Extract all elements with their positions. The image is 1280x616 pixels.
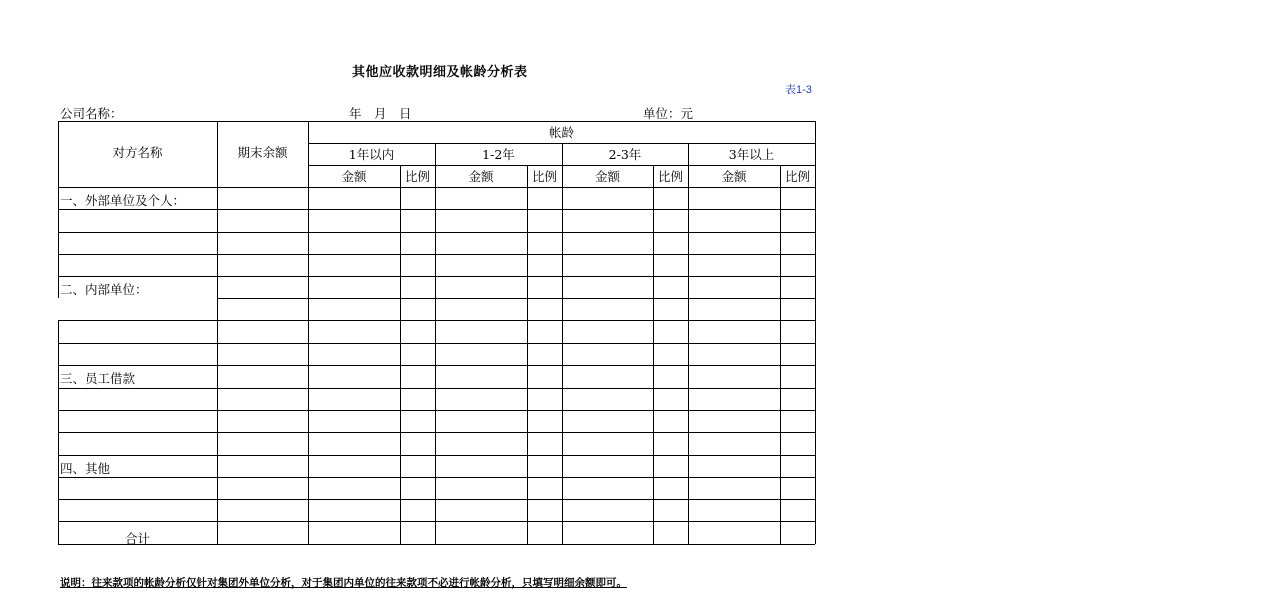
data-cell[interactable] <box>217 432 308 455</box>
data-cell[interactable] <box>562 432 653 455</box>
data-cell[interactable] <box>653 410 688 432</box>
row-name-cell <box>58 435 219 455</box>
data-cell[interactable] <box>217 320 308 343</box>
data-cell[interactable] <box>400 432 435 455</box>
data-cell[interactable] <box>435 388 527 410</box>
data-cell[interactable] <box>688 388 780 410</box>
data-cell[interactable] <box>400 232 435 254</box>
row-name-cell <box>58 212 219 232</box>
row-name-cell <box>58 235 219 254</box>
data-cell[interactable] <box>688 276 780 298</box>
header-amount: 金额 <box>594 169 620 184</box>
data-cell[interactable] <box>435 521 527 544</box>
data-cell[interactable] <box>217 298 308 320</box>
data-cell[interactable] <box>688 298 780 320</box>
grid-line <box>815 209 816 232</box>
data-cell[interactable] <box>217 187 308 209</box>
aging-table <box>58 121 816 545</box>
data-cell[interactable] <box>688 209 780 232</box>
data-cell[interactable] <box>435 343 527 365</box>
data-cell[interactable] <box>688 232 780 254</box>
data-cell[interactable] <box>562 232 653 254</box>
header-bucket: 1年以内 <box>348 147 395 162</box>
data-cell[interactable] <box>527 388 562 410</box>
data-cell[interactable] <box>308 388 400 410</box>
total-label: 合计 <box>124 531 150 546</box>
data-cell[interactable] <box>435 276 527 298</box>
data-cell[interactable] <box>562 209 653 232</box>
row-name-cell <box>58 301 219 320</box>
data-cell[interactable] <box>688 455 780 477</box>
data-cell[interactable] <box>308 455 400 477</box>
section-label: 一、外部单位及个人： <box>60 192 186 208</box>
data-cell[interactable] <box>308 343 400 365</box>
section-label: 二、内部单位： <box>60 281 148 297</box>
date-label: 年 月 日 <box>349 106 412 121</box>
data-cell[interactable] <box>527 320 562 343</box>
grid-line <box>815 232 816 254</box>
data-cell[interactable] <box>435 477 527 499</box>
data-cell[interactable] <box>400 343 435 365</box>
data-cell[interactable] <box>217 365 308 388</box>
data-cell[interactable] <box>400 388 435 410</box>
header-ratio: 比例 <box>531 169 557 184</box>
data-cell[interactable] <box>308 365 400 388</box>
data-cell[interactable] <box>653 455 688 477</box>
data-cell[interactable] <box>400 320 435 343</box>
data-cell[interactable] <box>527 365 562 388</box>
grid-line <box>815 276 816 298</box>
data-cell[interactable] <box>400 187 435 209</box>
data-cell[interactable] <box>562 499 653 521</box>
header-aging: 帐龄 <box>548 125 574 140</box>
data-cell[interactable] <box>780 320 815 343</box>
data-cell[interactable] <box>780 343 815 365</box>
data-cell[interactable] <box>435 320 527 343</box>
data-cell[interactable] <box>562 298 653 320</box>
data-cell[interactable] <box>527 499 562 521</box>
data-cell[interactable] <box>780 499 815 521</box>
data-cell[interactable] <box>435 209 527 232</box>
data-cell[interactable] <box>435 499 527 521</box>
data-cell[interactable] <box>780 232 815 254</box>
data-cell[interactable] <box>653 499 688 521</box>
data-cell[interactable] <box>435 298 527 320</box>
data-cell[interactable] <box>653 388 688 410</box>
data-cell[interactable] <box>217 343 308 365</box>
row-name-cell <box>58 346 219 365</box>
footnote: 说明：往来款项的帐龄分析仅针对集团外单位分析，对于集团内单位的往来款项不必进行帐龄分析，只填写明细余额即可。 <box>60 577 627 589</box>
data-cell[interactable] <box>653 521 688 544</box>
data-cell[interactable] <box>308 410 400 432</box>
data-cell[interactable] <box>217 209 308 232</box>
data-cell[interactable] <box>435 410 527 432</box>
data-cell[interactable] <box>217 477 308 499</box>
row-name-cell <box>58 413 219 432</box>
grid-line <box>815 477 816 499</box>
data-cell[interactable] <box>688 521 780 544</box>
report-title: 其他应收款明细及帐龄分析表 <box>352 65 528 80</box>
grid-line <box>815 410 816 432</box>
grid-line <box>815 432 816 455</box>
data-cell[interactable] <box>217 388 308 410</box>
data-cell[interactable] <box>780 365 815 388</box>
data-cell[interactable] <box>562 187 653 209</box>
data-cell[interactable] <box>527 521 562 544</box>
header-amount: 金额 <box>341 169 367 184</box>
header-ending-balance: 期末余额 <box>237 145 288 160</box>
header-bucket: 2-3年 <box>608 147 642 162</box>
data-cell[interactable] <box>653 298 688 320</box>
data-cell[interactable] <box>527 477 562 499</box>
data-cell[interactable] <box>527 298 562 320</box>
row-name-cell <box>58 502 219 521</box>
data-cell[interactable] <box>527 410 562 432</box>
data-cell[interactable] <box>217 499 308 521</box>
grid-line <box>815 388 816 410</box>
data-cell[interactable] <box>435 187 527 209</box>
data-cell[interactable] <box>527 432 562 455</box>
data-cell[interactable] <box>780 410 815 432</box>
data-cell[interactable] <box>400 499 435 521</box>
data-cell[interactable] <box>217 521 308 544</box>
section-label: 三、员工借款 <box>60 371 136 386</box>
header-ratio: 比例 <box>657 169 683 184</box>
data-cell[interactable] <box>562 320 653 343</box>
data-cell[interactable] <box>562 410 653 432</box>
data-cell[interactable] <box>308 477 400 499</box>
data-cell[interactable] <box>400 410 435 432</box>
data-cell[interactable] <box>780 187 815 209</box>
row-name-cell <box>58 257 219 276</box>
data-cell[interactable] <box>435 232 527 254</box>
header-bucket: 3年以上 <box>728 147 775 162</box>
data-cell[interactable] <box>308 298 400 320</box>
data-cell[interactable] <box>780 298 815 320</box>
data-cell[interactable] <box>527 343 562 365</box>
data-cell[interactable] <box>653 187 688 209</box>
data-cell[interactable] <box>527 209 562 232</box>
data-cell[interactable] <box>435 455 527 477</box>
data-cell[interactable] <box>308 254 400 276</box>
header-amount: 金额 <box>721 169 747 184</box>
data-cell[interactable] <box>400 455 435 477</box>
header-counterparty: 对方名称 <box>112 145 163 160</box>
grid-line <box>815 521 816 544</box>
grid-line <box>815 187 816 209</box>
data-cell[interactable] <box>562 521 653 544</box>
data-cell[interactable] <box>435 432 527 455</box>
section-label: 四、其他 <box>60 460 111 476</box>
data-cell[interactable] <box>780 477 815 499</box>
row-name-cell <box>58 480 219 499</box>
data-cell[interactable] <box>653 477 688 499</box>
grid-line <box>815 121 816 187</box>
data-cell[interactable] <box>562 455 653 477</box>
data-cell[interactable] <box>308 320 400 343</box>
data-cell[interactable] <box>308 521 400 544</box>
data-cell[interactable] <box>653 232 688 254</box>
data-cell[interactable] <box>653 365 688 388</box>
grid-line <box>815 254 816 276</box>
data-cell[interactable] <box>400 521 435 544</box>
data-cell[interactable] <box>400 477 435 499</box>
data-cell[interactable] <box>400 276 435 298</box>
unit-label: 单位：元 <box>643 106 694 121</box>
data-cell[interactable] <box>527 254 562 276</box>
data-cell[interactable] <box>562 388 653 410</box>
data-cell[interactable] <box>688 365 780 388</box>
data-cell[interactable] <box>688 410 780 432</box>
data-cell[interactable] <box>780 209 815 232</box>
data-cell[interactable] <box>217 254 308 276</box>
data-cell[interactable] <box>688 432 780 455</box>
data-cell[interactable] <box>562 365 653 388</box>
grid-line <box>815 365 816 388</box>
header-amount: 金额 <box>468 169 494 184</box>
data-cell[interactable] <box>780 521 815 544</box>
data-cell[interactable] <box>653 276 688 298</box>
data-cell[interactable] <box>400 209 435 232</box>
data-cell[interactable] <box>653 320 688 343</box>
data-cell[interactable] <box>780 254 815 276</box>
data-cell[interactable] <box>688 187 780 209</box>
data-cell[interactable] <box>308 187 400 209</box>
data-cell[interactable] <box>527 455 562 477</box>
grid-line <box>815 499 816 521</box>
data-cell[interactable] <box>308 232 400 254</box>
data-cell[interactable] <box>653 254 688 276</box>
grid-line <box>815 298 816 320</box>
data-cell[interactable] <box>217 276 308 298</box>
data-cell[interactable] <box>688 477 780 499</box>
grid-line <box>815 455 816 477</box>
data-cell[interactable] <box>562 254 653 276</box>
table-number: 表1-3 <box>785 84 812 96</box>
data-cell[interactable] <box>308 432 400 455</box>
data-cell[interactable] <box>308 209 400 232</box>
company-name-label: 公司名称： <box>60 106 123 121</box>
data-cell[interactable] <box>400 365 435 388</box>
data-cell[interactable] <box>562 477 653 499</box>
header-ratio: 比例 <box>404 169 430 184</box>
data-cell[interactable] <box>562 343 653 365</box>
data-cell[interactable] <box>688 320 780 343</box>
data-cell[interactable] <box>780 455 815 477</box>
data-cell[interactable] <box>217 232 308 254</box>
data-cell[interactable] <box>688 254 780 276</box>
data-cell[interactable] <box>780 276 815 298</box>
data-cell[interactable] <box>780 432 815 455</box>
data-cell[interactable] <box>688 499 780 521</box>
data-cell[interactable] <box>435 254 527 276</box>
data-cell[interactable] <box>688 343 780 365</box>
row-name-cell <box>58 323 219 343</box>
data-cell[interactable] <box>562 276 653 298</box>
data-cell[interactable] <box>527 276 562 298</box>
data-cell[interactable] <box>308 276 400 298</box>
grid-line <box>815 343 816 365</box>
data-cell[interactable] <box>400 298 435 320</box>
data-cell[interactable] <box>217 455 308 477</box>
data-cell[interactable] <box>780 388 815 410</box>
data-cell[interactable] <box>217 410 308 432</box>
row-name-cell <box>58 391 219 410</box>
header-bucket: 1-2年 <box>482 147 515 162</box>
data-cell[interactable] <box>527 232 562 254</box>
data-cell[interactable] <box>308 499 400 521</box>
data-cell[interactable] <box>653 432 688 455</box>
data-cell[interactable] <box>653 343 688 365</box>
data-cell[interactable] <box>653 209 688 232</box>
header-ratio: 比例 <box>784 169 810 184</box>
data-cell[interactable] <box>527 187 562 209</box>
data-cell[interactable] <box>400 254 435 276</box>
grid-line <box>815 320 816 343</box>
data-cell[interactable] <box>435 365 527 388</box>
